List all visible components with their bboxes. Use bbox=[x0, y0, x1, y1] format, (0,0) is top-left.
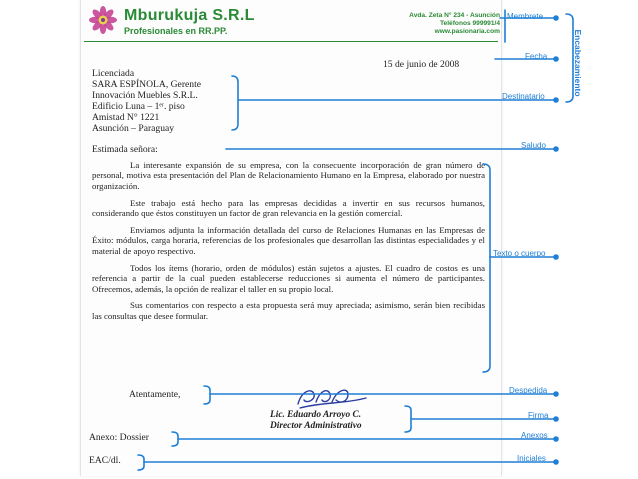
address-line: Avda. Zeta N° 234 - Asunción bbox=[409, 12, 500, 19]
anexos-bracket bbox=[172, 432, 178, 446]
recipient-line: Amistad N° 1221 bbox=[92, 112, 160, 124]
recipient-line: Asunción – Paraguay bbox=[92, 123, 175, 135]
recipient-line: Edificio Luna – 1ᵉʳ. piso bbox=[92, 101, 185, 113]
address-line: www.pasionaria.com bbox=[434, 28, 500, 35]
iniciales-dot-marker bbox=[553, 459, 559, 465]
label-firma: Firma bbox=[528, 411, 549, 420]
signer-title: Director Administrativo bbox=[270, 421, 362, 431]
label-membrete: Membrete bbox=[507, 12, 544, 21]
despedida-dot-marker bbox=[553, 391, 559, 397]
membrete-dot-marker bbox=[553, 15, 559, 21]
label-iniciales: Iniciales bbox=[517, 454, 546, 463]
letter-closing: Atentamente, bbox=[129, 389, 181, 400]
address-line: Teléfonos 999991/4 bbox=[440, 20, 500, 27]
company-name: Mburukuja S.R.L bbox=[124, 7, 255, 24]
signer-name: Lic. Eduardo Arroyo C. bbox=[270, 410, 362, 420]
label-encabezamiento: Encabezamiento bbox=[573, 29, 583, 97]
label-saludo: Saludo bbox=[521, 141, 546, 150]
saludo-dot-marker bbox=[553, 146, 559, 152]
despedida-bracket bbox=[204, 386, 210, 404]
label-encabezamiento-vertical bbox=[563, 20, 581, 106]
firma-bracket bbox=[405, 406, 411, 432]
recipient-line: Licenciada bbox=[92, 68, 135, 79]
label-anexos: Anexos bbox=[521, 431, 548, 440]
destinatario-bracket bbox=[232, 76, 238, 130]
company-tagline: Profesionales en RR.PP. bbox=[124, 26, 228, 36]
firma-dot-marker bbox=[553, 416, 559, 422]
texto-bracket bbox=[483, 164, 490, 372]
label-destinatario: Destinatario bbox=[502, 92, 545, 101]
label-despedida: Despedida bbox=[509, 386, 548, 395]
body-paragraph: Todos los ítems (horario, orden de módulos) están sujetos a ajustes. El cuadro de costos es una referencia a partir de la cual pueden establecerse reducciones si aumenta el número de participantes. Ofrecemos, además, la opción de realizar el taller en su propio local. bbox=[92, 262, 485, 294]
iniciales-bracket bbox=[138, 455, 144, 470]
anexos-dot-marker bbox=[553, 436, 559, 442]
recipient-line: SARA ESPÍNOLA, Gerente bbox=[92, 79, 201, 91]
destinatario-dot-marker bbox=[553, 97, 559, 103]
recipient-line: Innovación Muebles S.R.L. bbox=[92, 90, 198, 102]
body-paragraph: La interesante expansión de su empresa, con la consecuente incorporación de gran número de personal, motiva esta presentación del Plan de Relacionamiento Humano en la Empresa, elaborado por nuestra organización. bbox=[92, 160, 485, 191]
fecha-dot-marker bbox=[553, 56, 559, 62]
letter-initials: EAC/dl. bbox=[89, 455, 121, 466]
body-paragraph: Sus comentarios con respecto a esta propuesta será muy apreciada; asimismo, serán bien recibidas las consultas que desee formular. bbox=[92, 300, 485, 321]
label-texto: Texto o cuerpo bbox=[493, 249, 546, 258]
letter-attachment: Anexo: Dossier bbox=[89, 432, 149, 443]
body-paragraph: Enviamos adjunta la información detallada del curso de Relaciones Humanas en las Empresas de Éxito: módulos, carga horaria, referencias de los profesionales que desarrollan las distintas especialidades y el material de apoyo respectivo. bbox=[92, 225, 485, 256]
letter-greeting: Estimada señora: bbox=[92, 144, 158, 155]
label-fecha: Fecha bbox=[525, 52, 548, 61]
body-paragraph: Este trabajo está hecho para las empresas decididas a invertir en sus recursos humanos, considerando que éstos constituyen un factor de gran relevancia en la gestión comercial. bbox=[92, 197, 485, 219]
texto-dot-marker bbox=[553, 254, 559, 260]
letter-date: 15 de junio de 2008 bbox=[383, 59, 460, 70]
